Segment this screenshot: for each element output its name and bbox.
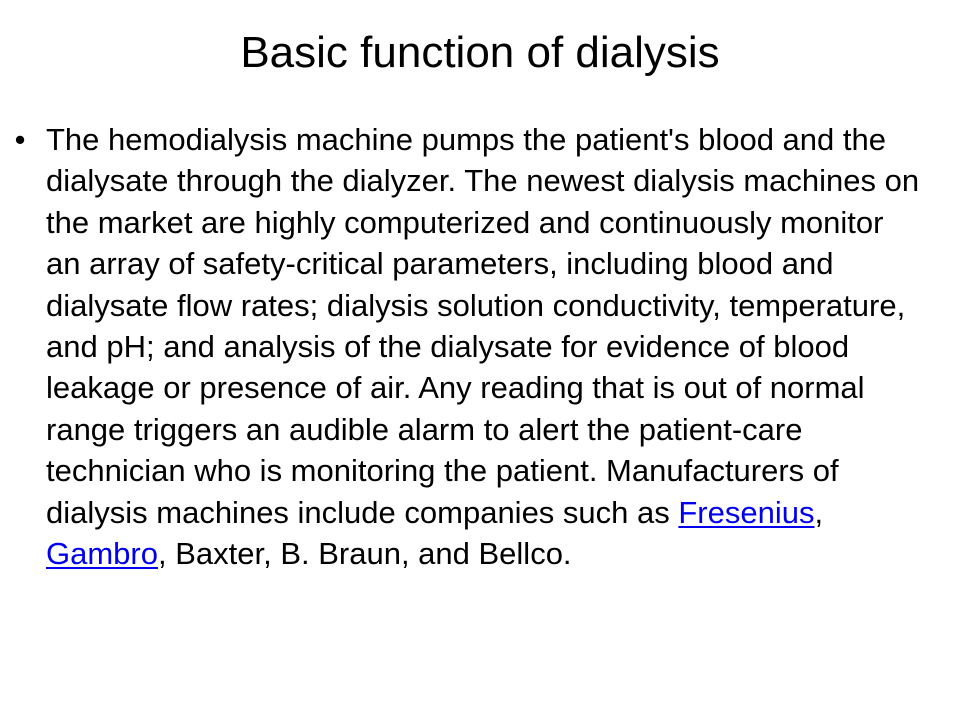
body-text-comma: , [814, 494, 824, 530]
bullet-list [0, 119, 960, 574]
body-text-end: , Baxter, B. Braun, and Bellco. [157, 536, 572, 572]
bullet-text [46, 122, 919, 571]
bullet-dot-icon: • [14, 122, 26, 157]
slide-title: Basic function of dialysis [240, 28, 720, 77]
gambro-link[interactable]: Gambro [46, 536, 158, 572]
fresenius-link[interactable]: Fresenius [678, 494, 815, 530]
body-text-intro: The hemodialysis machine pumps the patient's blood and the dialysate through the dialyzer. The newest dialysis machines on the market are highly computerized and continuously monitor an array of safety-critical parameters, including blood and dialysate flow rates; dialysis solution conductivity, temperature, and pH; and analysis of the dialysate for evidence of blood leakage or presence of air. Any reading that is out of normal range triggers an audible alarm to alert the patient-care technician who is monitoring the patient. Manufacturers of dialysis machines include companies such as [46, 122, 920, 530]
bullet-item [0, 119, 960, 574]
